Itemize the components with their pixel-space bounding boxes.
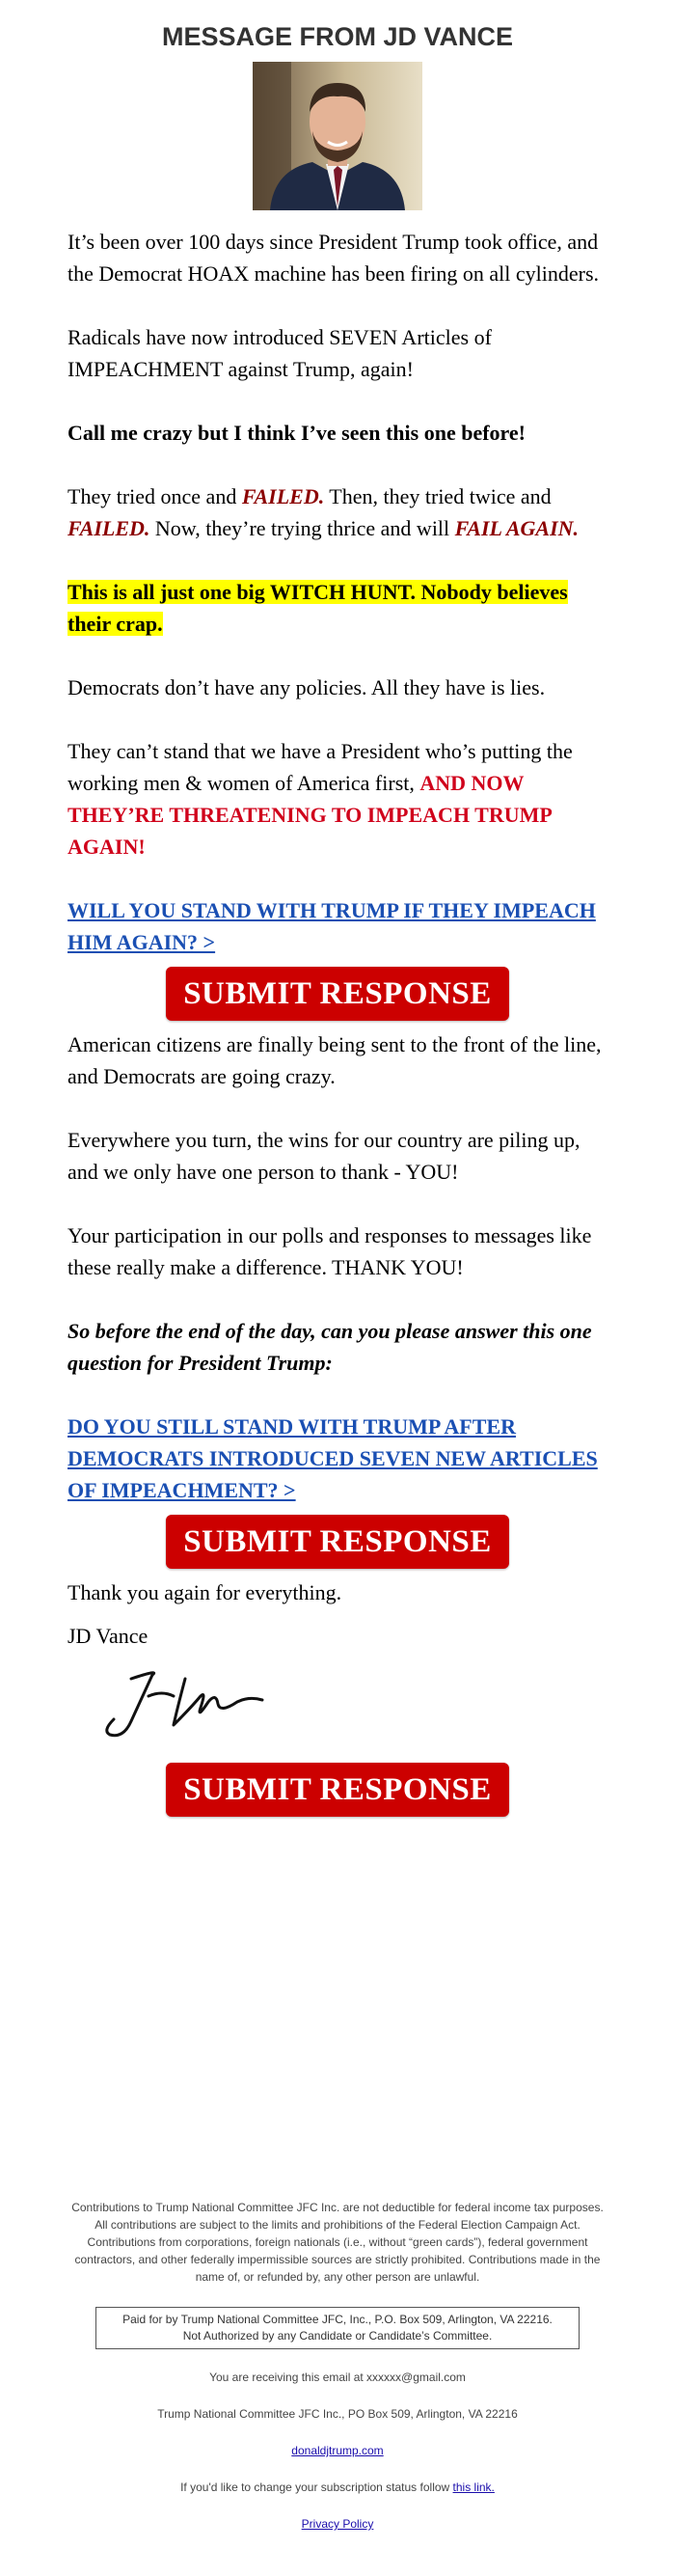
submit-response-button[interactable]: SUBMIT RESPONSE (166, 967, 509, 1021)
emphasis-failed: FAILED. (68, 516, 150, 540)
question-link-1[interactable]: WILL YOU STAND WITH TRUMP IF THEY IMPEACH HIM AGAIN? > (68, 898, 596, 954)
highlighted-paragraph: This is all just one big WITCH HUNT. Nobody believes their crap. (68, 580, 568, 636)
subscription-notice: If you'd like to change your subscription status follow this link. (180, 2480, 495, 2494)
signature-image (93, 1658, 285, 1750)
paid-for-box (95, 2307, 580, 2349)
message-paragraph: Everywhere you turn, the wins for our country are piling up, and we only have one person to thank - YOU! (68, 1128, 580, 1184)
authorization-line: Not Authorized by any Candidate or Candidate’s Committee. (182, 2329, 493, 2343)
message-paragraph: They can’t stand that we have a President who’s putting the working men & women of America first, AND NOW THEY’RE THREATENING TO IMPEACH TRUMP AGAIN! (68, 739, 573, 859)
footer (0, 2199, 675, 2533)
message-paragraph: Thank you again for everything. (68, 1580, 342, 1604)
submit-response-button[interactable]: SUBMIT RESPONSE (166, 1515, 509, 1569)
page-title: MESSAGE FROM JD VANCE (161, 22, 514, 51)
subscription-link[interactable]: this link. (452, 2480, 495, 2494)
emphasis-failed: FAILED. (241, 484, 325, 508)
message-paragraph: Call me crazy but I think I’ve seen this one before! (68, 421, 526, 445)
message-paragraph: They tried once and FAILED. Then, they tried twice and FAILED. Now, they’re trying thrice and will FAIL AGAIN. (68, 484, 580, 540)
paid-for-line: Paid for by Trump National Committee JFC, Inc., P.O. Box 509, Arlington, VA 22216. (122, 2313, 553, 2326)
impeach-warning: AND NOW THEY’RE THREATENING TO IMPEACH TRUMP AGAIN! (68, 771, 552, 859)
message-paragraph: Democrats don’t have any policies. All they have is lies. (68, 675, 546, 699)
receiving-notice: You are receiving this email at xxxxxx@gmail.com (209, 2370, 466, 2384)
privacy-policy-link[interactable]: Privacy Policy (301, 2517, 374, 2531)
signoff-name: JD Vance (68, 1624, 148, 1648)
message-paragraph: Radicals have now introduced SEVEN Articles of IMPEACHMENT against Trump, again! (68, 325, 492, 381)
message-paragraph: American citizens are finally being sent to the front of the line, and Democrats are going crazy. (68, 1032, 602, 1088)
emphasis-fail-again: FAIL AGAIN. (454, 516, 580, 540)
question-link-2[interactable]: DO YOU STILL STAND WITH TRUMP AFTER DEMOCRATS INTRODUCED SEVEN NEW ARTICLES OF IMPEACHMENT? > (68, 1414, 598, 1502)
submit-response-button[interactable]: SUBMIT RESPONSE (166, 1763, 509, 1817)
mailing-address: Trump National Committee JFC Inc., PO Box 509, Arlington, VA 22216 (157, 2407, 518, 2421)
message-paragraph: Your participation in our polls and responses to messages like these really make a difference. THANK YOU! (68, 1223, 592, 1279)
site-link[interactable]: donaldjtrump.com (291, 2444, 384, 2457)
portrait-photo (253, 62, 422, 210)
email-body (68, 0, 608, 1817)
message-paragraph: It’s been over 100 days since President Trump took office, and the Democrat HOAX machine has been firing on all cylinders. (68, 230, 600, 286)
message-paragraph: So before the end of the day, can you please answer this one question for President Trump: (68, 1319, 592, 1375)
legal-disclaimer: Contributions to Trump National Committee JFC Inc. are not deductible for federal income tax purposes. All contributions are subject to the limits and prohibitions of the Federal Election Campaign Act. Contributions from corporations, foreign nationals (i.e., without “green cards”), federal government contractors, and other federally impermissible sources are strictly prohibited. Contributions made in the name of, or refunded by, any other person are unlawful. (71, 2201, 604, 2284)
